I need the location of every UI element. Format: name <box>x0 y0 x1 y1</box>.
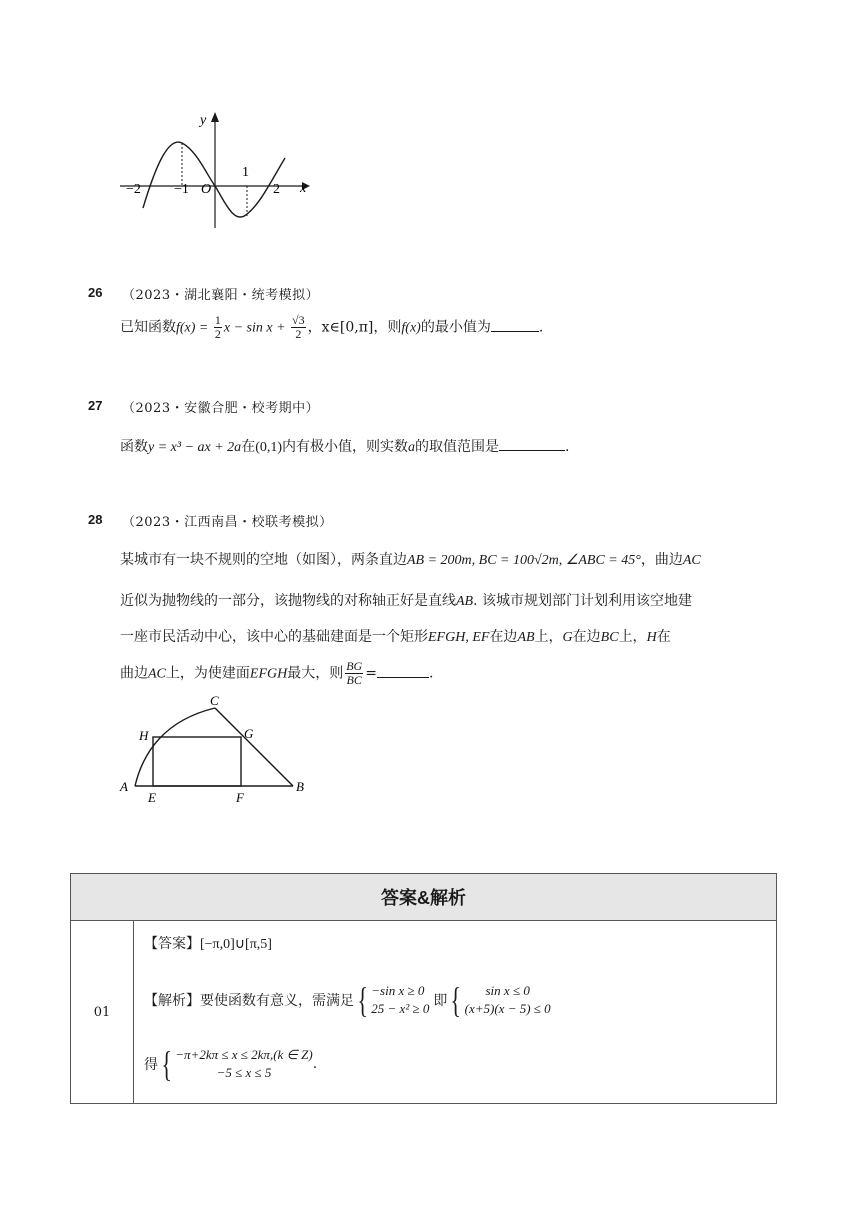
tick-minus-one: −1 <box>174 182 189 197</box>
question-number: 27 <box>88 398 103 413</box>
tick-origin: O <box>201 182 212 197</box>
tick-minus-two: −2 <box>126 182 141 197</box>
curve-ac <box>135 708 215 786</box>
answer-blank <box>499 438 565 451</box>
tick-two: 2 <box>273 182 280 197</box>
question-28-line-4: 曲边AC上，为使建面EFGH最大，则 $\frac{BG}{BC}$ = . <box>120 659 434 687</box>
question-source: （2023・安徽合肥・校考期中） <box>122 401 320 416</box>
answer-body <box>134 921 777 1104</box>
question-28-line-2: 近似为抛物线的一部分，该抛物线的对称轴正好是直线AB. 该城市规划部门计划利用该空地建 <box>120 593 693 609</box>
question-number: 28 <box>88 512 103 527</box>
label-b: B <box>296 779 304 794</box>
answer-number: 01 <box>71 921 134 1104</box>
brace-icon: { <box>161 1044 172 1084</box>
question-28-line-3: 一座市民活动中心，该中心的基础建面是一个矩形EFGH, EF在边AB上，G在边BC上，H在 <box>120 629 671 645</box>
answer-blank <box>491 319 539 332</box>
result-line: 得 { −π+2kπ ≤ x ≤ 2kπ,(k ∈ Z) −5 ≤ x ≤ 5 . <box>144 1044 318 1084</box>
analysis-line: 【解析】 要使函数有意义，需满足 { −sin x ≥ 0 25 − x² ≥ 0 即 { sin x ≤ 0 (x+5)(x − 5) ≤ 0 <box>144 980 551 1020</box>
label-g: G <box>244 726 254 741</box>
question-source: （2023・江西南昌・校联考模拟） <box>122 515 333 530</box>
answer-line: 【答案】[−π,0]∪[π,5] <box>144 936 272 952</box>
tick-one: 1 <box>242 165 249 180</box>
curve <box>143 142 285 217</box>
edge-bc <box>215 708 293 786</box>
question-28-line-1: 某城市有一块不规则的空地（如图），两条直边AB = 200m, BC = 100√2m, ∠ABC = 45°，曲边AC <box>120 552 701 568</box>
label-a: A <box>120 779 128 794</box>
label-e: E <box>148 790 156 804</box>
table-row <box>71 921 777 1104</box>
question-source: （2023・湖北襄阳・统考模拟） <box>122 288 320 303</box>
function-graph <box>110 108 320 233</box>
answer-table-header: 答案&解析 <box>71 874 777 921</box>
answer-table <box>70 873 777 1104</box>
label-c: C <box>210 693 219 708</box>
rectangle-efgh <box>153 737 241 786</box>
answer-blank <box>377 665 429 678</box>
question-number: 26 <box>88 285 103 300</box>
question-27-text: 函数y = x³ − ax + 2a在(0,1)内有极小值，则实数a的取值范围是 . <box>120 439 570 455</box>
label-h: H <box>139 728 149 743</box>
label-f: F <box>236 790 244 804</box>
brace-icon: { <box>450 980 462 1020</box>
land-figure <box>115 692 315 804</box>
x-label: x <box>300 181 307 196</box>
brace-icon: { <box>357 980 368 1020</box>
y-axis-arrow <box>211 112 219 122</box>
y-label: y <box>200 113 207 128</box>
question-26-text: 已知函数f(x) = $\frac{1}{2}$ x − sin x + $\frac{√3}{2}$ ，x∈[0,π]，则f(x)的最小值为 . <box>120 313 544 341</box>
